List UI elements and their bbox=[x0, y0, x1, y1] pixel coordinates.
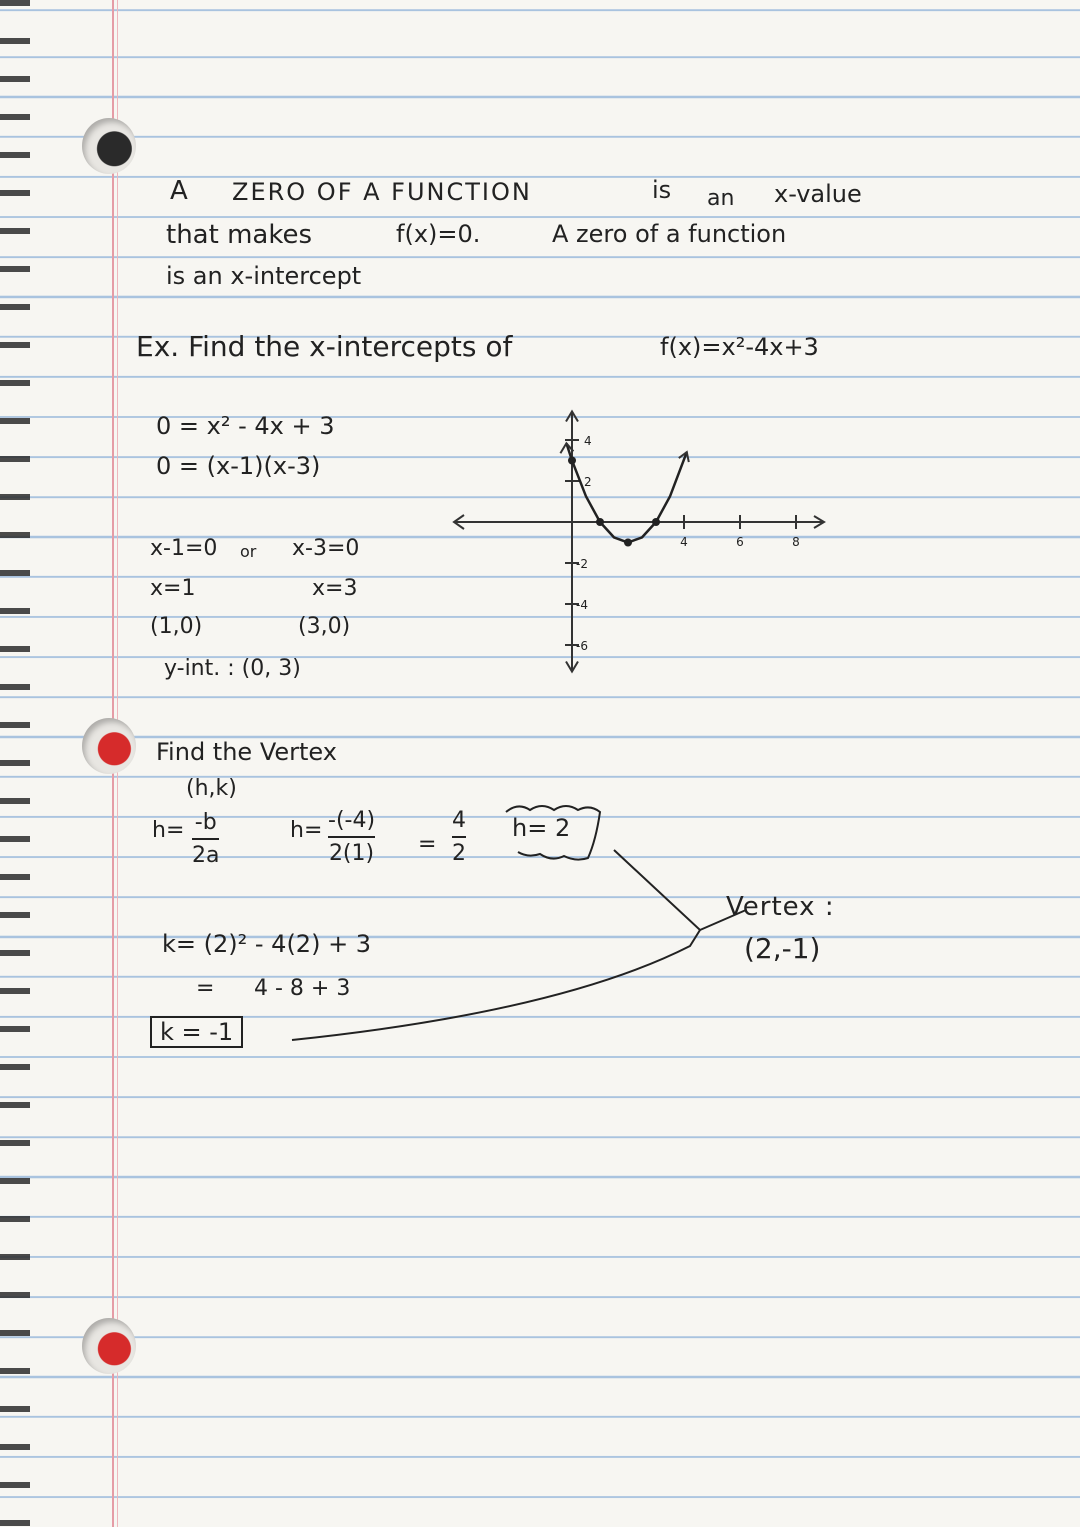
point-two: (3,0) bbox=[298, 614, 351, 639]
x-tick-label: 6 bbox=[736, 535, 744, 549]
vertex-label: Vertex : bbox=[726, 892, 835, 922]
h-formula-numerator: -b bbox=[194, 810, 217, 835]
vertex-hk: (h,k) bbox=[186, 776, 237, 801]
equation-standard: 0 = x² - 4x + 3 bbox=[156, 412, 335, 440]
h-sub-left: h= bbox=[290, 818, 323, 843]
vertex-heading: Find the Vertex bbox=[156, 738, 337, 766]
y-tick-label: -2 bbox=[576, 557, 588, 571]
definition-word-a: A bbox=[170, 176, 188, 206]
solution-two: x=3 bbox=[312, 576, 358, 601]
h-formula-left: h= bbox=[152, 818, 185, 843]
example-function: f(x)=x²-4x+3 bbox=[660, 333, 819, 361]
definition-x-intercept: is an x-intercept bbox=[166, 262, 362, 290]
definition-that-makes: that makes bbox=[166, 220, 312, 250]
y-tick-label: 2 bbox=[584, 475, 592, 489]
y-tick-label: 4 bbox=[584, 434, 592, 448]
x-tick-label: 8 bbox=[792, 535, 800, 549]
definition-an: an bbox=[707, 186, 735, 211]
definition-zero-of-function: A zero of a function bbox=[552, 220, 787, 248]
h-arrow-line bbox=[614, 850, 746, 930]
h-result-bracket bbox=[506, 806, 600, 860]
h-formula-denominator: 2a bbox=[192, 843, 220, 868]
definition-is: is bbox=[652, 176, 672, 204]
vertex-value: (2,-1) bbox=[744, 932, 821, 965]
case-or: or bbox=[240, 542, 257, 561]
k-arrow-line bbox=[292, 930, 700, 1040]
y-intercept: y-int. : (0, 3) bbox=[164, 656, 301, 681]
k-simplify: 4 - 8 + 3 bbox=[254, 976, 351, 1001]
equation-factored: 0 = (x-1)(x-3) bbox=[156, 452, 321, 480]
definition-x-value: x-value bbox=[774, 180, 862, 208]
h-sub-denominator: 2(1) bbox=[328, 841, 375, 866]
case-two: x-3=0 bbox=[292, 536, 360, 561]
h-result-numerator: 4 bbox=[452, 808, 466, 833]
h-result-denominator: 2 bbox=[452, 841, 466, 866]
h-result: h= 2 bbox=[512, 814, 571, 842]
y-tick-label: -4 bbox=[576, 598, 588, 612]
example-prompt: Ex. Find the x-intercepts of bbox=[136, 330, 513, 363]
definition-term: ZERO OF A FUNCTION bbox=[232, 178, 532, 206]
y-tick-label: -6 bbox=[576, 639, 588, 653]
solution-one: x=1 bbox=[150, 576, 196, 601]
x-tick-label: 4 bbox=[680, 535, 688, 549]
k-line2-equals: = bbox=[196, 976, 215, 1001]
k-calculation: k= (2)² - 4(2) + 3 bbox=[162, 930, 372, 958]
k-result: k = -1 bbox=[150, 1016, 243, 1048]
h-equals: = bbox=[418, 832, 437, 857]
case-one: x-1=0 bbox=[150, 536, 218, 561]
definition-fx-zero: f(x)=0. bbox=[396, 220, 481, 248]
h-sub-numerator: -(-4) bbox=[328, 808, 376, 833]
point-one: (1,0) bbox=[150, 614, 203, 639]
